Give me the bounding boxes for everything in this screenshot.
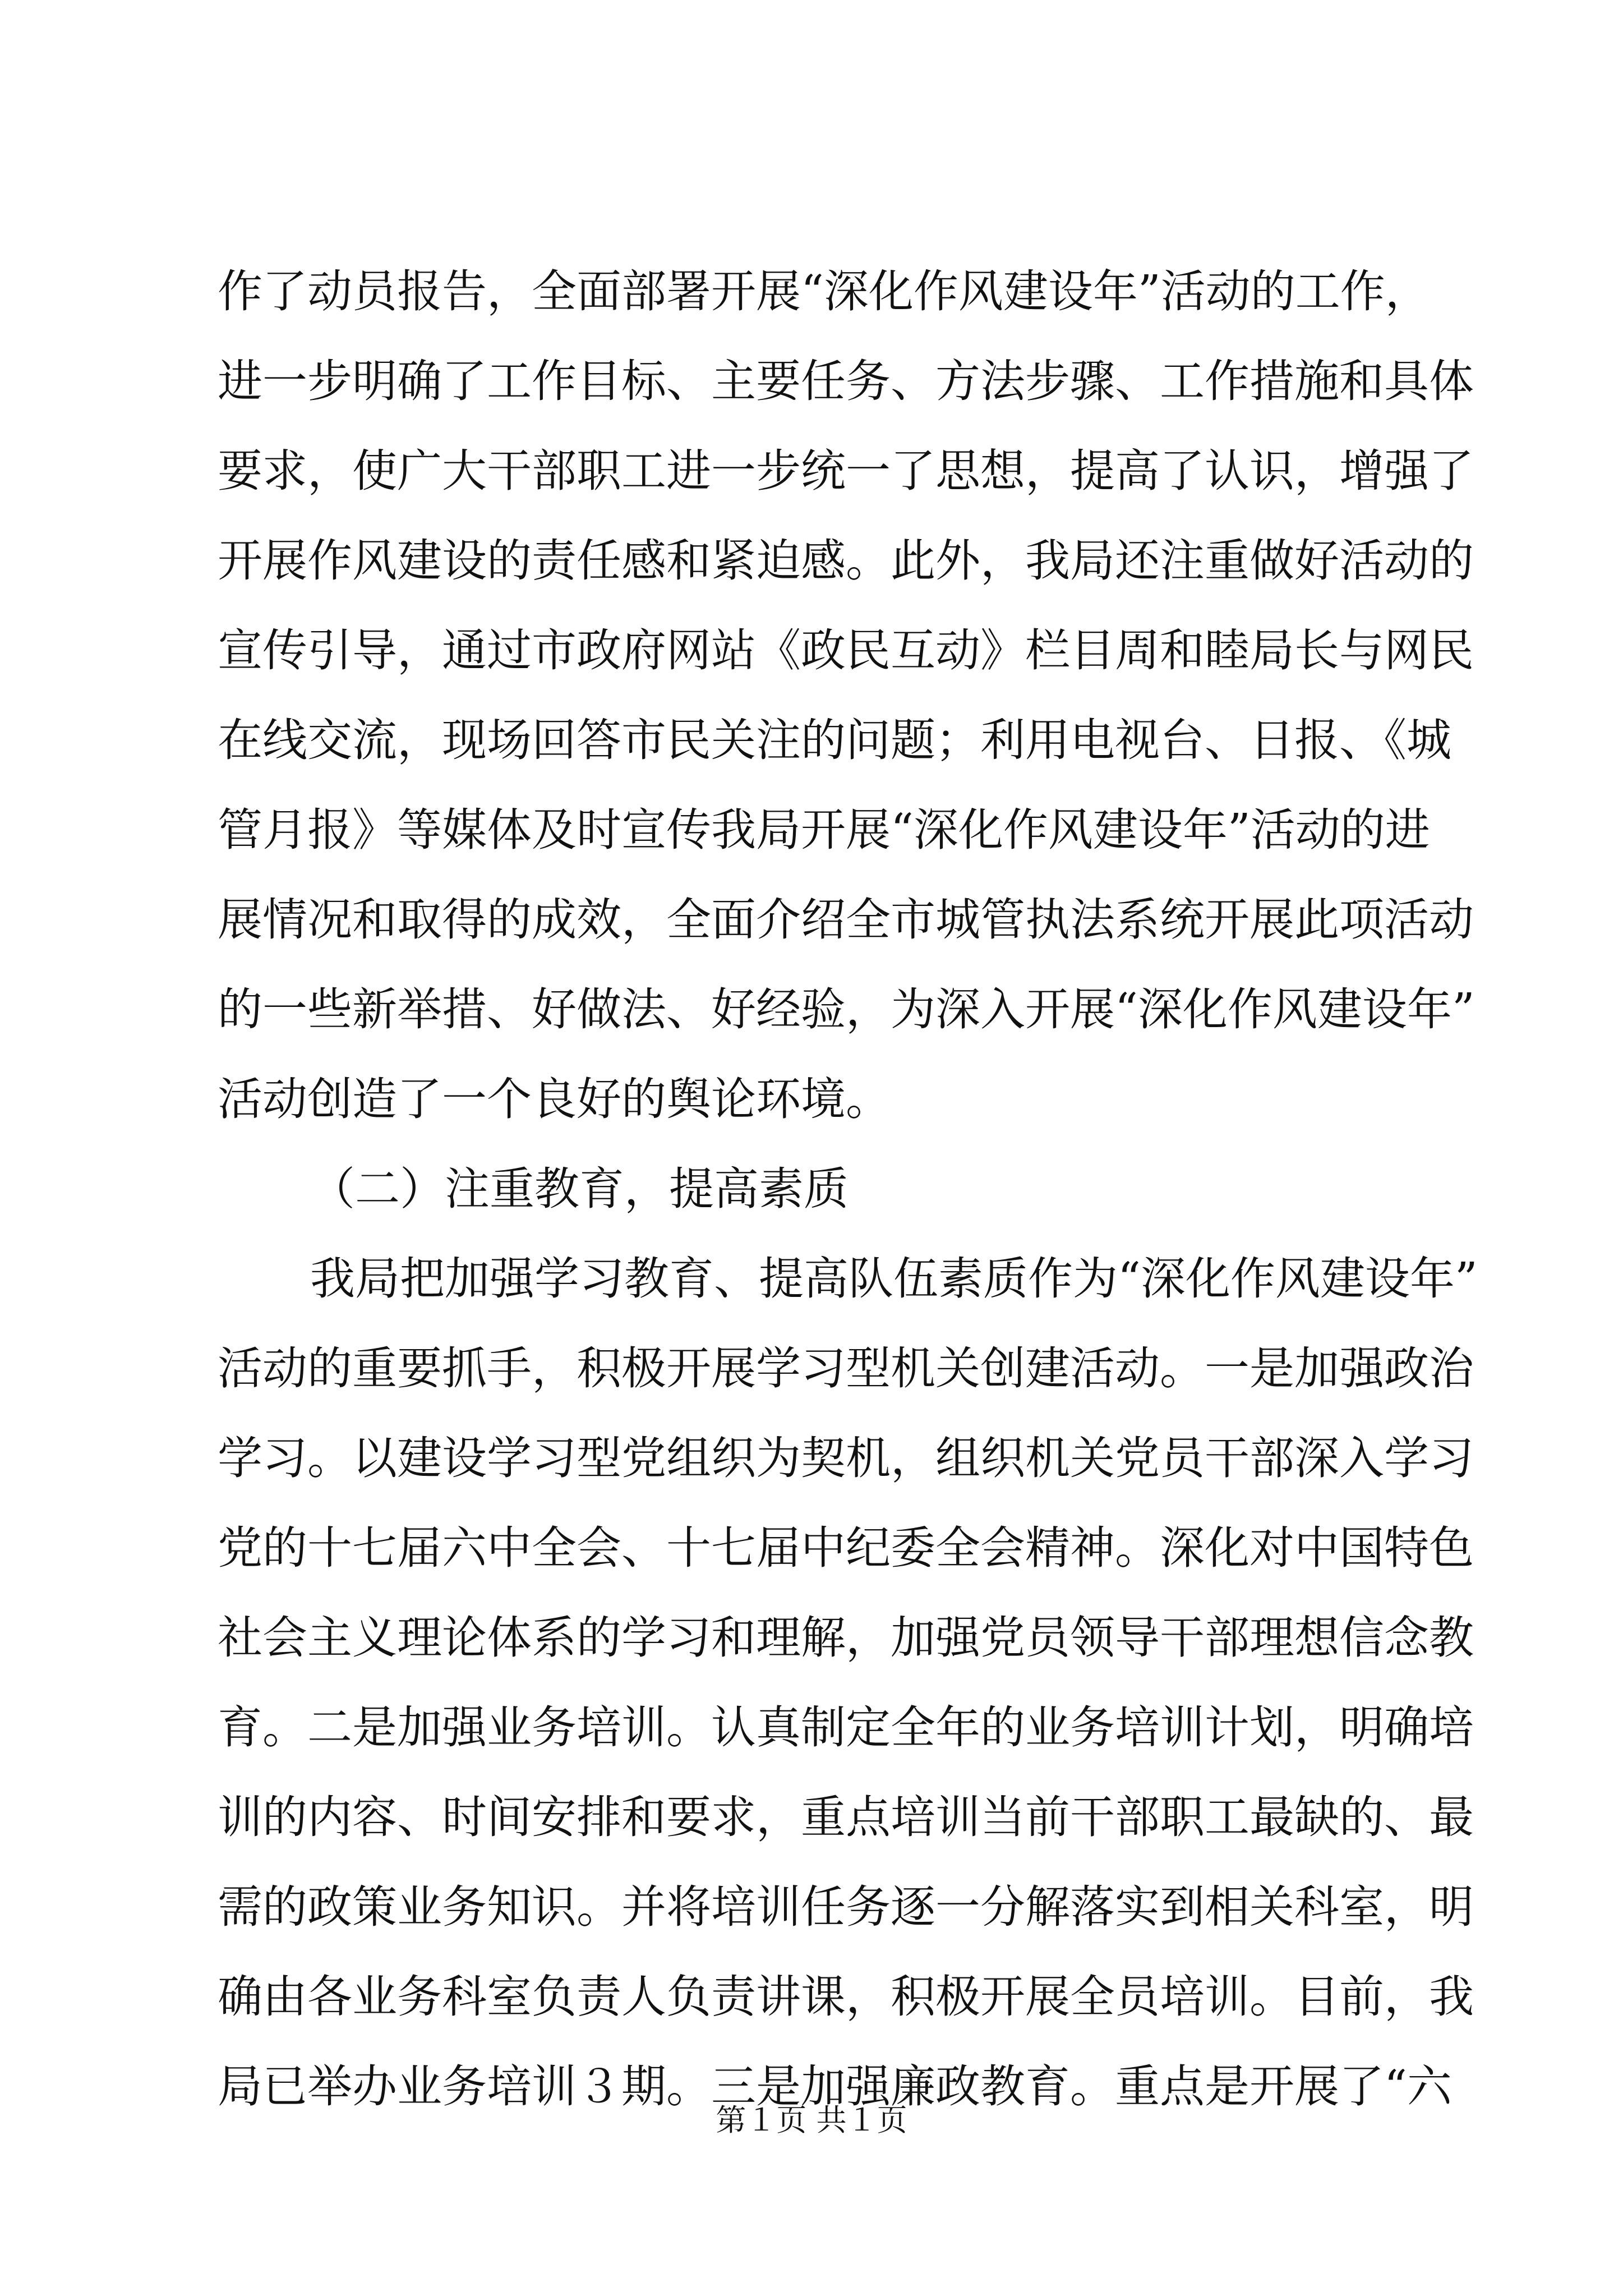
text-line: 育。二是加强业务培训。认真制定全年的业务培训计划，明确培 xyxy=(218,1701,1474,1754)
text-line: 确由各业务科室负责人负责讲课，积极开展全员培训。目前，我 xyxy=(218,1971,1474,2023)
text-line: 作了动员报告，全面部署开展“深化作风建设年”活动的工作， xyxy=(218,265,1430,318)
text-line: 的一些新举措、好做法、好经验，为深入开展“深化作风建设年” xyxy=(218,983,1475,1036)
page-footer xyxy=(0,2101,1623,2140)
text-line: 需的政策业务知识。并将培训任务逐一分解落实到相关科室，明 xyxy=(218,1881,1474,1933)
text-line: 管月报》等媒体及时宣传我局开展“深化作风建设年”活动的进 xyxy=(218,804,1430,856)
text-line: 宣传引导，通过市政府网站《政民互动》栏目周和睦局长与网民 xyxy=(218,624,1474,677)
text-line: 我局把加强学习教育、提高队伍素质作为“深化作风建设年” xyxy=(310,1253,1478,1305)
text-line: 社会主义理论体系的学习和理解，加强党员领导干部理想信念教 xyxy=(218,1612,1474,1664)
document-body xyxy=(218,247,1478,2132)
text-line: 局已举办业务培训３期。三是加强廉政教育。重点是开展了“六 xyxy=(218,2060,1452,2113)
text-line: 展情况和取得的成效，全面介绍全市城管执法系统开展此项活动 xyxy=(218,894,1474,946)
text-line: 在线交流，现场回答市民关注的问题；利用电视台、日报、《城 xyxy=(218,714,1451,766)
text-line: 学习。以建设学习型党组织为契机，组织机关党员干部深入学习 xyxy=(218,1432,1474,1484)
text-line: 训的内容、时间安排和要求，重点培训当前干部职工最缺的、最 xyxy=(218,1791,1474,1843)
text-line: 开展作风建设的责任感和紧迫感。此外，我局还注重做好活动的 xyxy=(218,535,1474,587)
text-line: 党的十七届六中全会、十七届中纪委全会精神。深化对中国特色 xyxy=(218,1522,1474,1574)
page-number-label: 第１页 共１页 xyxy=(716,2102,907,2138)
section-heading: （二）注重教育，提高素质 xyxy=(310,1163,849,1215)
text-line: 要求，使广大干部职工进一步统一了思想，提高了认识，增强了 xyxy=(218,445,1474,497)
text-line: 进一步明确了工作目标、主要任务、方法步骤、工作措施和具体 xyxy=(218,355,1474,407)
text-line: 活动创造了一个良好的舆论环境。 xyxy=(218,1073,891,1125)
text-line: 活动的重要抓手，积极开展学习型机关创建活动。一是加强政治 xyxy=(218,1342,1474,1395)
